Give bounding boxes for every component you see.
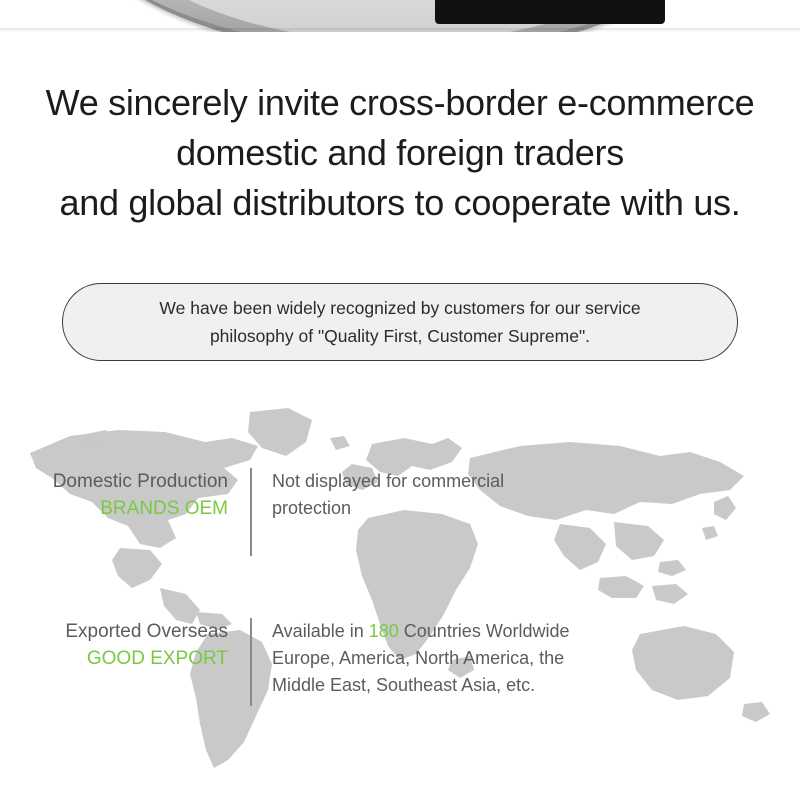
available-in-text: Available in xyxy=(272,621,369,641)
info-block-1-detail-line-1: Not displayed for commercial xyxy=(272,471,505,491)
service-philosophy-callout xyxy=(62,283,738,361)
product-dark-panel xyxy=(435,0,665,24)
info-block-exported-overseas xyxy=(0,618,570,706)
callout-line-2: philosophy of "Quality First, Customer Supreme". xyxy=(209,326,591,346)
product-shadow xyxy=(0,28,800,32)
info-block-2-detail-line-3: Middle East, Southeast Asia, etc. xyxy=(272,675,536,695)
bottom-edge xyxy=(0,789,800,799)
headline-line-1: We sincerely invite cross-border e-commerce xyxy=(45,82,755,123)
product-photo-strip xyxy=(0,0,800,32)
info-block-2-detail xyxy=(252,618,570,699)
info-block-1-subtitle: BRANDS OEM xyxy=(100,498,228,519)
info-block-2-title: Exported Overseas xyxy=(65,621,228,642)
info-block-2-subtitle: GOOD EXPORT xyxy=(86,648,228,669)
info-block-2-detail-line-1 xyxy=(272,618,570,645)
world-map-background xyxy=(0,398,800,788)
headline-line-2: domestic and foreign traders xyxy=(176,132,624,173)
world-map-landmass xyxy=(30,408,770,768)
callout-line-1: We have been widely recognized by customers for our service xyxy=(159,298,641,318)
info-block-1-title: Domestic Production xyxy=(52,471,228,492)
info-block-1-left xyxy=(0,468,250,522)
headline-line-3: and global distributors to cooperate with us. xyxy=(59,182,741,223)
page-title xyxy=(0,78,800,228)
countries-worldwide-text: Countries Worldwide xyxy=(398,621,570,641)
country-count: 180 xyxy=(368,621,399,641)
callout-text xyxy=(159,294,640,350)
info-block-domestic-production xyxy=(0,468,504,556)
info-block-2-detail-line-2: Europe, America, North America, the xyxy=(272,648,565,668)
info-block-2-left xyxy=(0,618,250,672)
info-block-1-detail-line-2: protection xyxy=(272,498,352,518)
info-block-1-detail xyxy=(252,468,504,522)
